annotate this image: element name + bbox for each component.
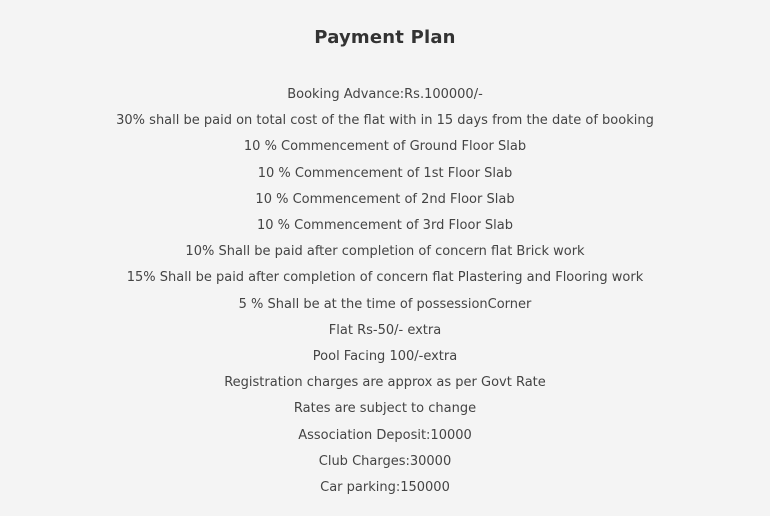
payment-plan-list <box>0 82 770 501</box>
plan-item-flat-extra: Flat Rs-50/- extra <box>328 322 442 338</box>
plan-item-brick-work: 10% Shall be paid after completion of concern flat Brick work <box>185 244 585 260</box>
plan-item-registration-charges: Registration charges are approx as per Govt Rate <box>224 375 546 391</box>
plan-item-rates-note: Rates are subject to change <box>293 401 477 417</box>
plan-item-initial-payment: 30% shall be paid on total cost of the flat with in 15 days from the date of booking <box>116 113 654 129</box>
plan-item-1st-floor-slab: 10 % Commencement of 1st Floor Slab <box>257 165 513 181</box>
plan-item-2nd-floor-slab: 10 % Commencement of 2nd Floor Slab <box>255 191 515 207</box>
plan-item-3rd-floor-slab: 10 % Commencement of 3rd Floor Slab <box>256 218 514 234</box>
plan-item-ground-floor-slab: 10 % Commencement of Ground Floor Slab <box>243 139 527 155</box>
plan-item-club-charges: Club Charges:30000 <box>318 453 452 469</box>
plan-item-car-parking: Car parking:150000 <box>320 480 450 496</box>
plan-item-possession: 5 % Shall be at the time of possessionCorner <box>238 296 532 312</box>
plan-item-booking-advance: Booking Advance:Rs.100000/- <box>287 87 483 102</box>
plan-item-plastering-flooring: 15% Shall be paid after completion of concern flat Plastering and Flooring work <box>126 270 644 286</box>
plan-item-pool-facing: Pool Facing 100/-extra <box>312 349 458 365</box>
page-title: Payment Plan <box>314 27 456 48</box>
plan-item-association-deposit: Association Deposit:10000 <box>298 427 472 443</box>
